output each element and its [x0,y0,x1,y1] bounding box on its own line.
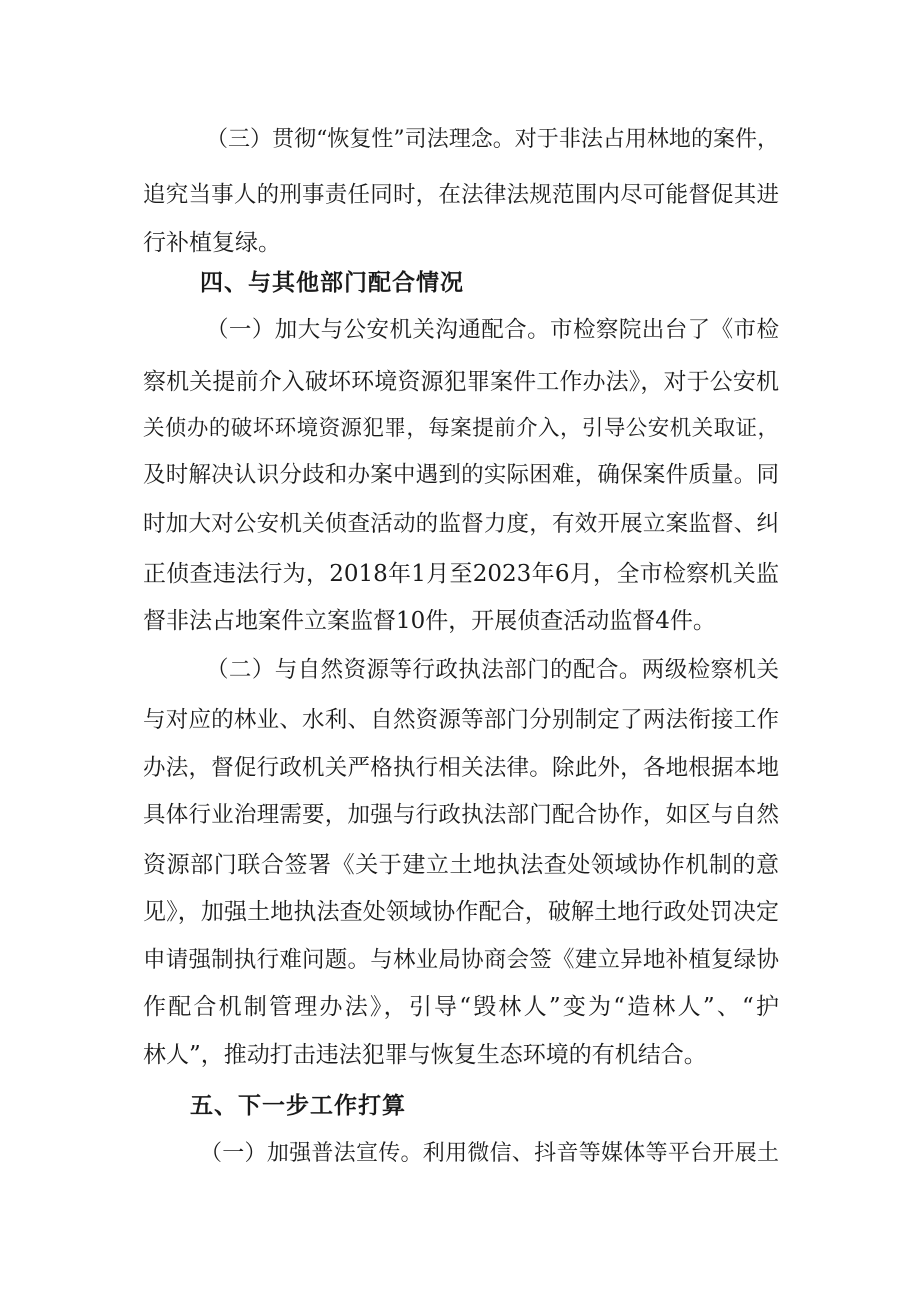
paragraph-line: 追究当事人的刑事责任同时，在法律法规范围内尽可能督促其进 [143,182,779,208]
paragraph-line: 资源部门联合签署《关于建立土地执法查处领域协作机制的意 [143,852,779,878]
paragraph-line: 正侦查违法行为，2018年1月至2023年6月，全市检察机关监 [143,561,779,587]
section-heading: 四、与其他部门配合情况 [200,270,464,296]
paragraph-line: 关侦办的破坏环境资源犯罪，每案提前介入，引导公安机关取证， [143,416,779,441]
paragraph-line: 及时解决认识分歧和办案中遇到的实际困难，确保案件质量。同 [143,462,779,488]
paragraph-line: （一）加强普法宣传。利用微信、抖音等媒体等平台开展土 [200,1141,779,1166]
section-heading: 五、下一步工作打算 [190,1093,406,1119]
paragraph-line: 时加大对公安机关侦查活动的监督力度，有效开展立案监督、纠 [143,511,779,537]
paragraph-line: 察机关提前介入破坏环境资源犯罪案件工作办法》，对于公安机 [143,369,779,395]
paragraph-line: （三）贯彻“恢复性”司法理念。对于非法占用林地的案件， [206,127,779,152]
paragraph-line: 申请强制执行难问题。与林业局协商会签《建立异地补植复绿协 [143,947,779,973]
paragraph-line: 见》，加强土地执法查处领域协作配合，破解土地行政处罚决定 [143,899,779,925]
paragraph-line: 行补植复绿。 [143,230,281,256]
paragraph-line: 与对应的林业、水利、自然资源等部门分别制定了两法衔接工作 [143,707,779,733]
paragraph-line: 督非法占地案件立案监督10件，开展侦查活动监督4件。 [143,608,716,634]
paragraph-line: 具体行业治理需要，加强与行政执法部门配合协作，如区与自然 [143,802,779,828]
paragraph-line: （二）与自然资源等行政执法部门的配合。两级检察机关 [206,657,779,683]
paragraph-line: 作配合机制管理办法》，引导“毁林人”变为“造林人”、“护 [143,994,779,1020]
paragraph-line: 办法，督促行政机关严格执行相关法律。除此外，各地根据本地 [143,755,779,781]
paragraph-line: （一）加大与公安机关沟通配合。市检察院出台了《市检 [206,317,779,343]
paragraph-line: 林人”，推动打击违法犯罪与恢复生态环境的有机结合。 [143,1042,707,1068]
